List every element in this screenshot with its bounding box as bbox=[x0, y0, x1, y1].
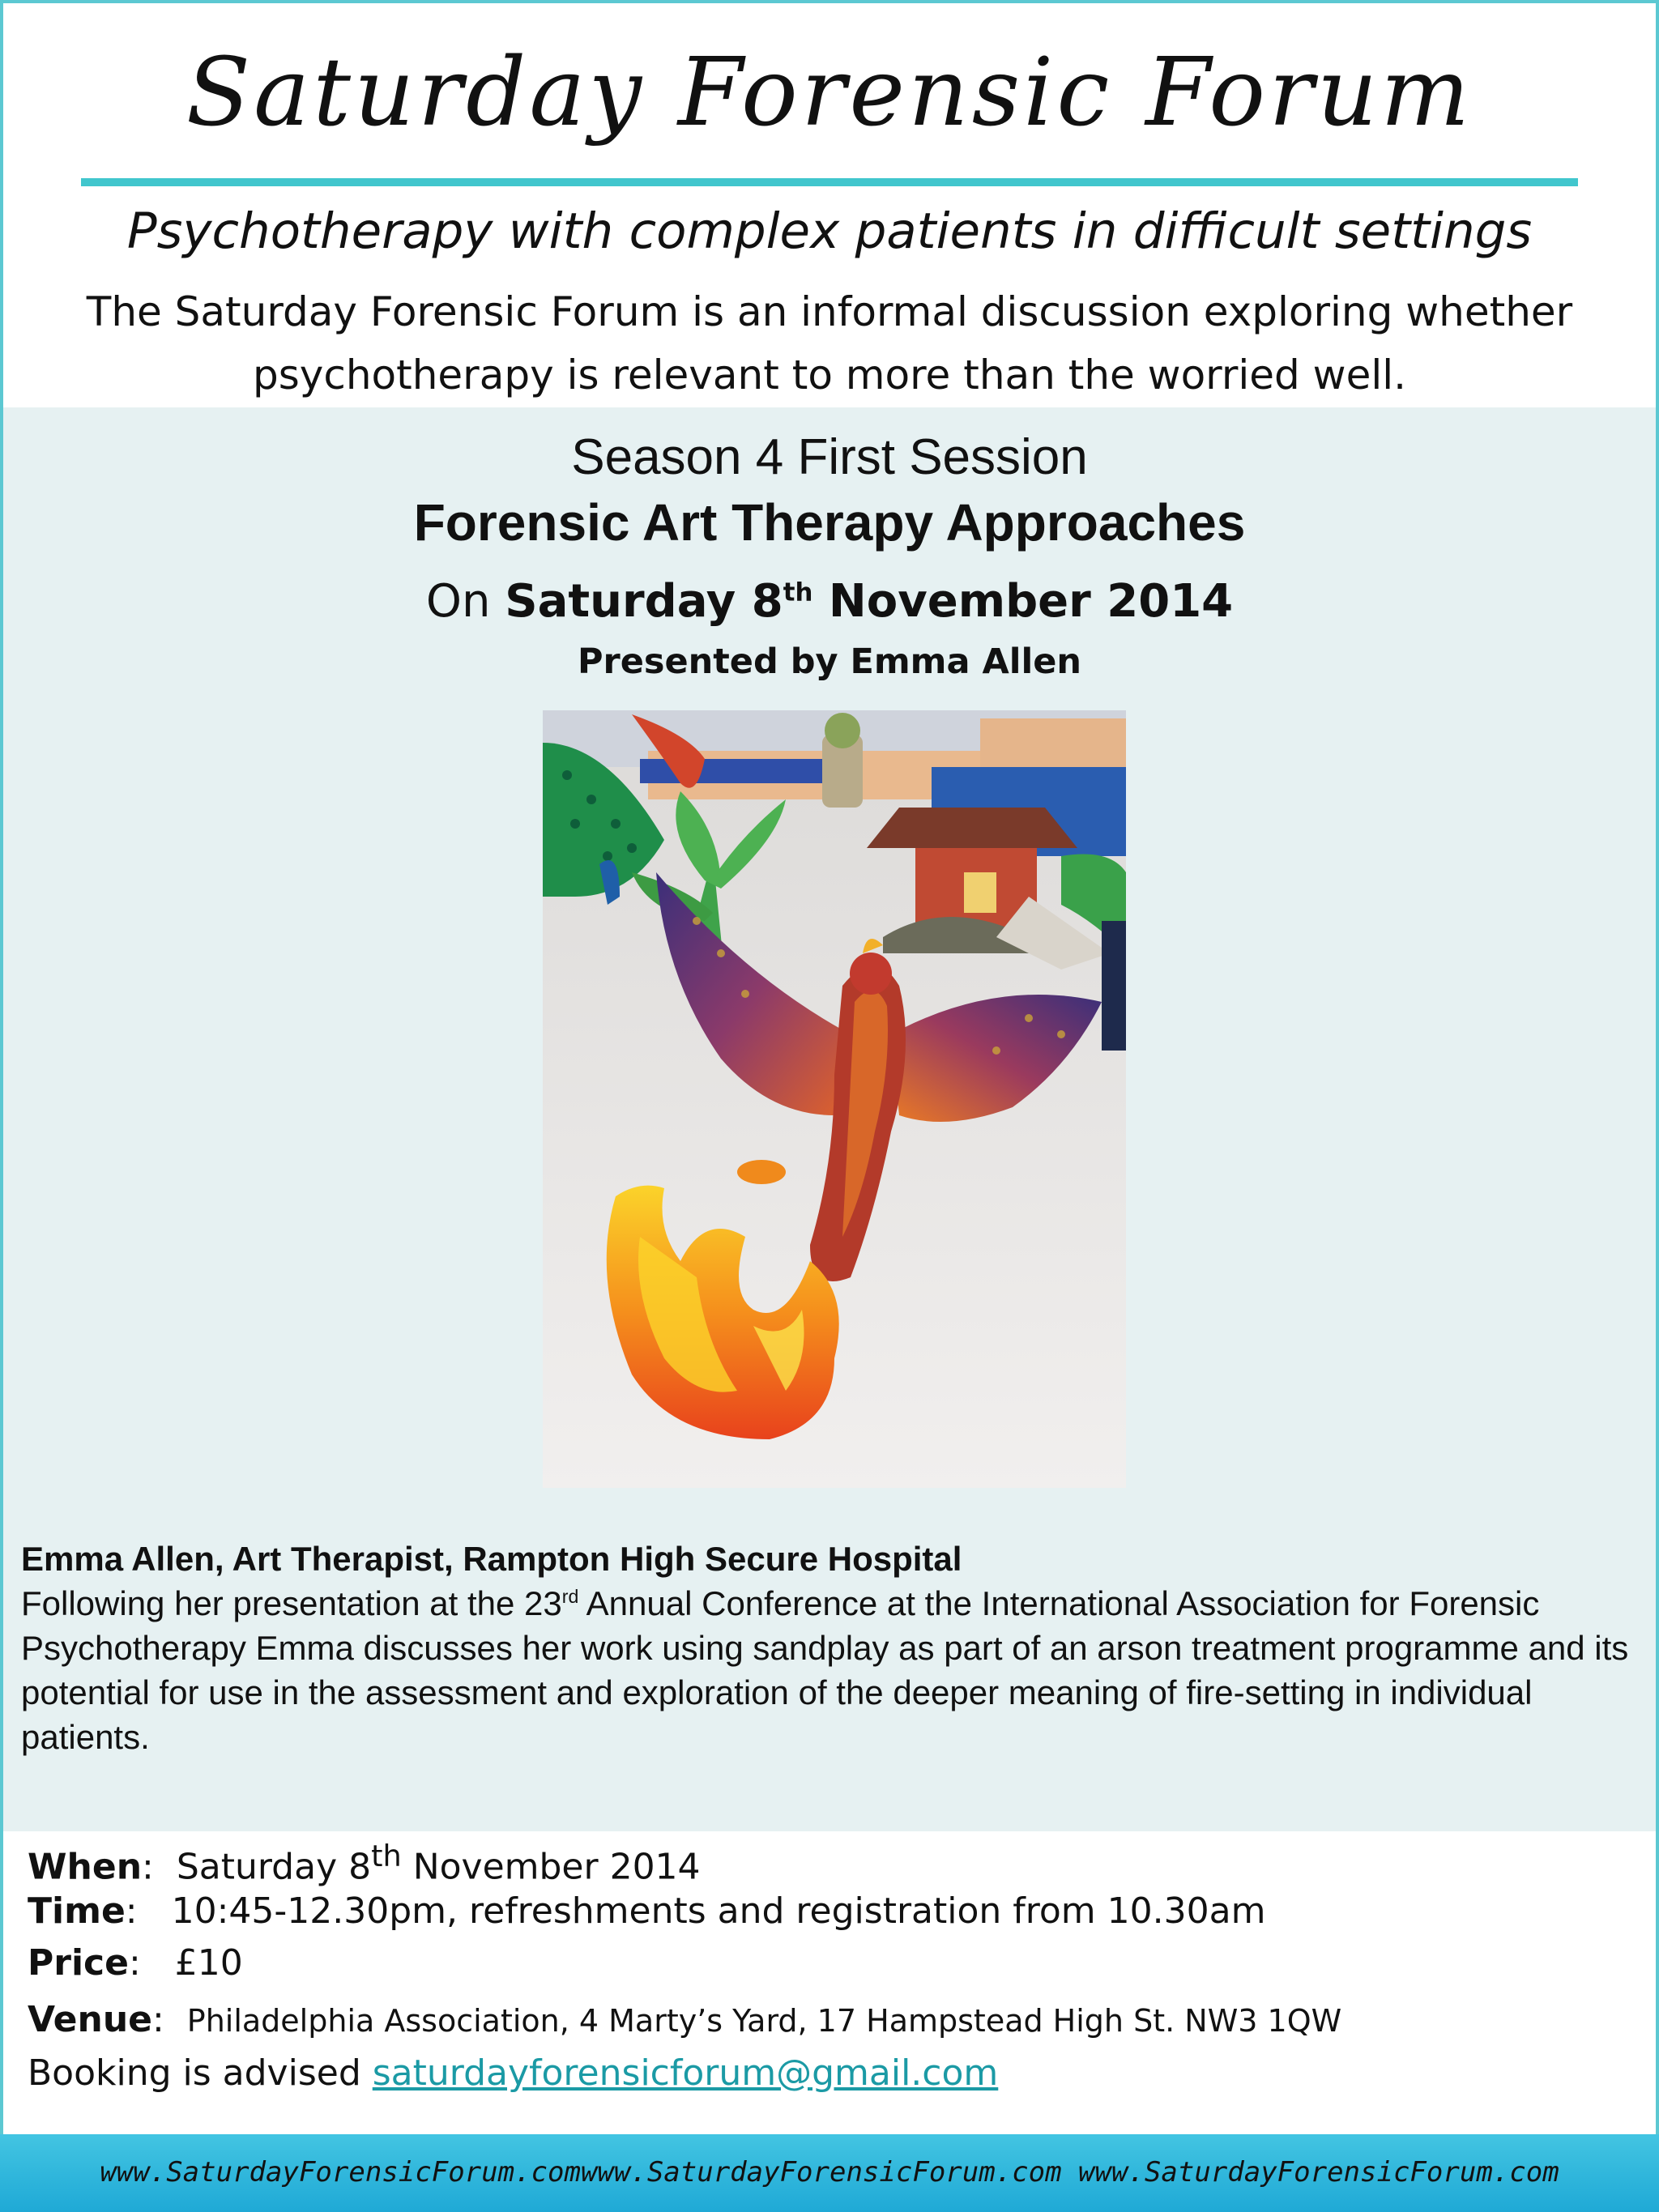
time-value: 10:45-12.30pm, refreshments and registration from 10.30am bbox=[171, 1890, 1266, 1932]
price-value: £10 bbox=[174, 1942, 243, 1984]
session-date bbox=[3, 569, 1656, 634]
venue-row: Venue: Philadelphia Association, 4 Marty’s Yard, 17 Hampstead High St. NW3 1QW bbox=[28, 1999, 1342, 2040]
date-bold bbox=[505, 575, 1233, 628]
date-suffix: th bbox=[783, 578, 813, 607]
venue-label: Venue bbox=[28, 1999, 152, 2040]
phoenix-illustration bbox=[543, 710, 1126, 1488]
booking-text: Booking is advised bbox=[28, 2052, 361, 2094]
booking-email-link[interactable]: saturdayforensicforum@gmail.com bbox=[372, 2052, 999, 2094]
season-label: Season 4 First Session bbox=[571, 429, 1088, 485]
when-label: When bbox=[28, 1846, 143, 1888]
session-title: Forensic Art Therapy Approaches bbox=[413, 493, 1246, 552]
description-text-a: Following her presentation at the 23 bbox=[21, 1584, 562, 1622]
page-subtitle: Psychotherapy with complex patients in difficult settings bbox=[126, 202, 1533, 260]
session-panel bbox=[3, 407, 1656, 1831]
when-value-sup: th bbox=[371, 1839, 402, 1873]
date-prefix: On bbox=[425, 575, 491, 628]
presenter-description bbox=[21, 1536, 1633, 1759]
price-row: Price: £10 bbox=[28, 1942, 243, 1984]
description-ordinal: rd bbox=[561, 1586, 579, 1607]
when-row: When: Saturday 8th November 2014 bbox=[28, 1839, 701, 1888]
date-rest: November 2014 bbox=[812, 575, 1234, 628]
footer-website-links[interactable]: www.SaturdayForensicForum.comwww.SaturdayForensicForum.com www.SaturdayForensicForum.com bbox=[100, 2156, 1559, 2189]
title-divider bbox=[81, 178, 1578, 186]
time-label: Time bbox=[28, 1890, 126, 1932]
presenter-line: Presented by Emma Allen bbox=[577, 641, 1081, 682]
description-heading: Emma Allen, Art Therapist, Rampton High Secure Hospital bbox=[21, 1540, 962, 1578]
when-value-b: November 2014 bbox=[401, 1846, 701, 1888]
page-title: Saturday Forensic Forum bbox=[186, 38, 1473, 147]
description-text-b: Annual Conference at the International Association for Forensic Psychotherapy Emma discusses her work using sandplay as part of an arson treatment programme and its potential for use in the assessment and exploration of the deeper meaning of fire-setting in individual patients. bbox=[21, 1584, 1629, 1756]
time-row: Time: 10:45-12.30pm, refreshments and registration from 10.30am bbox=[28, 1890, 1266, 1932]
price-label: Price bbox=[28, 1942, 129, 1984]
venue-value: Philadelphia Association, 4 Marty’s Yard, 17 Hampstead High St. NW3 1QW bbox=[186, 2003, 1342, 2039]
date-day: Saturday 8 bbox=[505, 575, 783, 628]
when-value-a: Saturday 8 bbox=[176, 1846, 372, 1888]
intro-paragraph: The Saturday Forensic Forum is an informal discussion exploring whether psychotherapy is relevant to more than the worried well. bbox=[86, 288, 1573, 399]
booking-row bbox=[28, 2052, 998, 2094]
phoenix-sandplay-photo bbox=[543, 710, 1126, 1488]
